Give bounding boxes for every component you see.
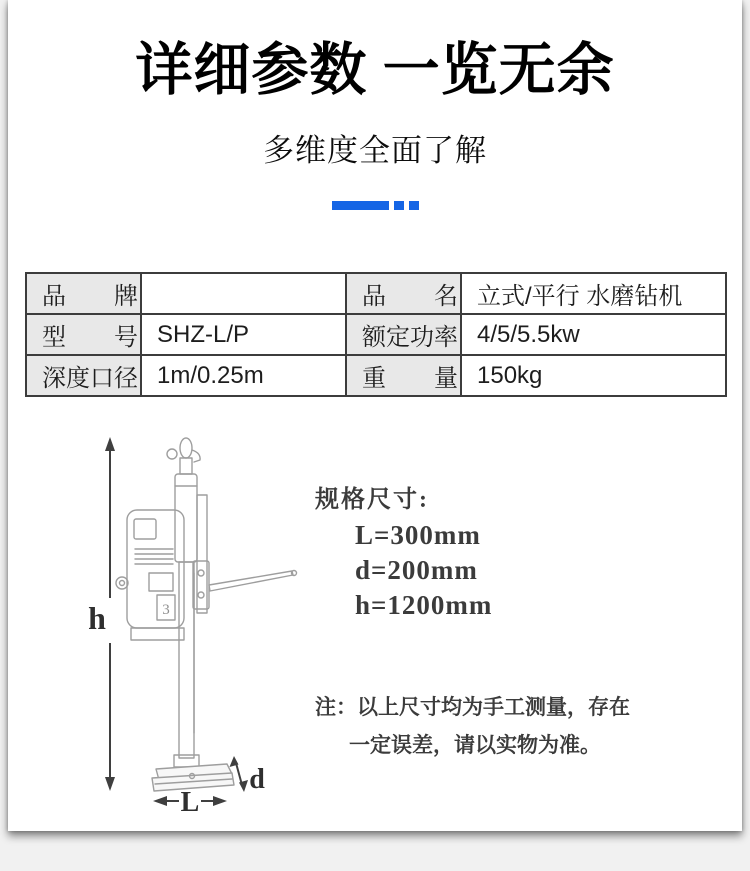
depth-caliber-value: 1m/0.25m (141, 355, 346, 396)
h-dimension-arrow (88, 437, 115, 791)
l-dimension-label: L (180, 787, 200, 818)
rated-power-value: 4/5/5.5kw (461, 314, 726, 355)
table-row (26, 273, 726, 314)
d-dimension-arrow (230, 756, 266, 795)
spec-dimension-L: L=300mm (355, 520, 481, 550)
spec-table (25, 272, 727, 397)
spec-dimension-d: d=200mm (355, 555, 478, 585)
product-name-label: 品 名 (346, 273, 461, 314)
h-dimension-label: h (88, 600, 106, 636)
page-title: 详细参数 一览无余 (135, 39, 615, 102)
weight-value: 150kg (461, 355, 726, 396)
drill-machine-sketch (116, 438, 297, 791)
divider-square (394, 201, 404, 210)
brand-value (141, 273, 346, 314)
spec-dimensions-heading: 规格尺寸: (315, 487, 429, 513)
accent-divider (8, 201, 742, 210)
spec-dimensions-list (355, 518, 492, 623)
measurement-note-line2: 一定误差，请以实物为准。 (349, 733, 601, 757)
measurement-note-line1: 注：以上尺寸均为手工测量，存在 (315, 695, 630, 719)
divider-bar (332, 201, 389, 210)
brand-label: 品 牌 (26, 273, 141, 314)
depth-caliber-label: 深度口径 (26, 355, 141, 396)
l-dimension-arrow (153, 787, 227, 818)
page-subtitle: 多维度全面了解 (263, 133, 487, 168)
measurement-note (315, 688, 715, 764)
product-name-value: 立式/平行 水磨钻机 (461, 273, 726, 314)
table-row (26, 355, 726, 396)
machine-badge: 3 (162, 602, 170, 618)
d-dimension-label: d (249, 764, 265, 795)
divider-square (409, 201, 419, 210)
weight-label: 重 量 (346, 355, 461, 396)
product-detail-card (8, 0, 742, 831)
rated-power-label: 额定功率 (346, 314, 461, 355)
table-row (26, 314, 726, 355)
model-label: 型 号 (26, 314, 141, 355)
machine-diagram (55, 433, 305, 823)
spec-dimension-h: h=1200mm (355, 590, 493, 620)
model-value: SHZ-L/P (141, 314, 346, 355)
